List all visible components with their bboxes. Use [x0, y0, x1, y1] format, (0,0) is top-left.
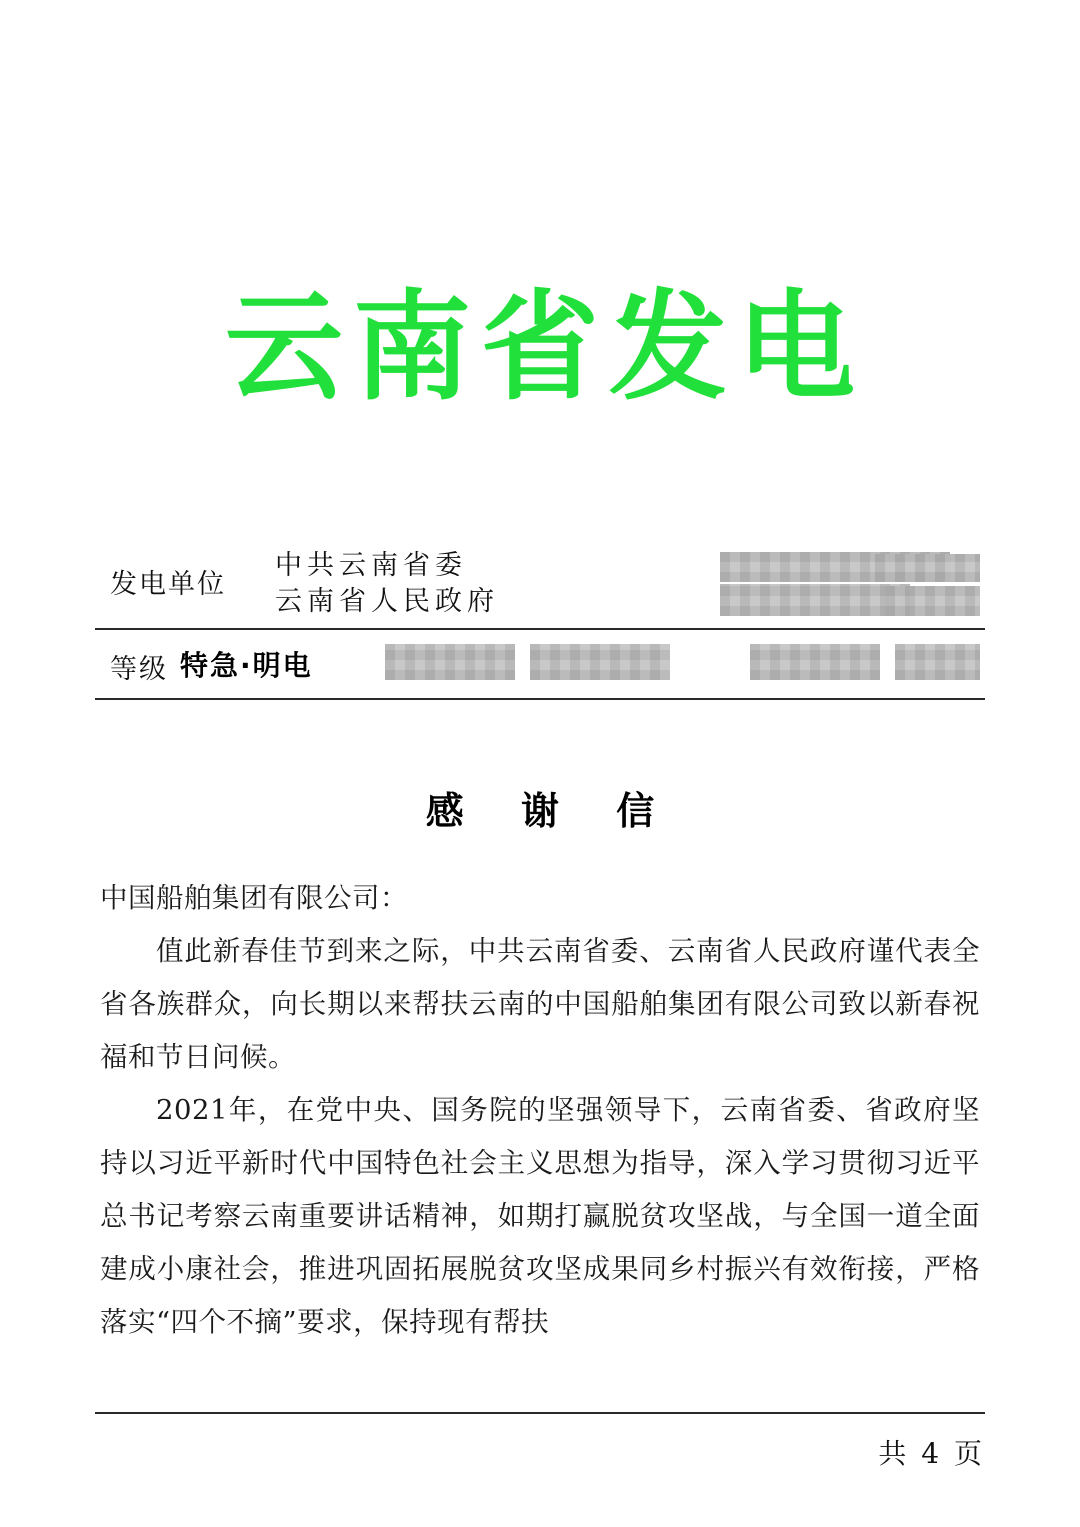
level-row	[95, 630, 985, 698]
redaction-block-sender-4	[885, 586, 980, 616]
level-value: 特急·明电	[180, 649, 313, 682]
header-divider-bottom	[95, 698, 985, 700]
document-title: 感 谢 信	[425, 789, 677, 833]
sender-organization-line2: 云南省人民政府	[275, 586, 499, 617]
sender-label: 发电单位	[110, 569, 226, 600]
sender-organization-line1: 中共云南省委	[275, 550, 467, 581]
footer-divider	[95, 1412, 985, 1414]
redaction-block-sender-3	[720, 584, 910, 616]
masthead-title: 云南省发电	[224, 277, 865, 416]
level-label: 等级	[110, 654, 168, 685]
document-body	[100, 872, 980, 1349]
sender-row	[95, 540, 985, 628]
masthead	[0, 277, 1080, 416]
redaction-block-level-3	[750, 644, 880, 680]
telegram-header-form	[95, 540, 985, 700]
redaction-block-level-4	[895, 644, 980, 680]
salutation: 中国船舶集团有限公司：	[100, 882, 408, 914]
redaction-block-level-2	[530, 644, 670, 680]
redaction-block-sender-2	[875, 554, 980, 582]
redaction-block-level-1	[385, 644, 515, 680]
sender-organization	[275, 548, 499, 620]
body-paragraph-2: 2021年，在党中央、国务院的坚强领导下，云南省委、省政府坚持以习近平新时代中国特色社会主义思想为指导，深入学习贯彻习近平总书记考察云南重要讲话精神，如期打赢脱贫攻坚战，与全国一道全面建成小康社会，推进巩固拓展脱贫攻坚成果同乡村振兴有效衔接，严格落实“四个不摘”要求，保持现有帮扶	[100, 1094, 980, 1338]
body-paragraph-1: 值此新春佳节到来之际，中共云南省委、云南省人民政府谨代表全省各族群众，向长期以来帮扶云南的中国船舶集团有限公司致以新春祝福和节日问候。	[100, 935, 980, 1073]
page-number: 共 4 页	[878, 1437, 985, 1470]
